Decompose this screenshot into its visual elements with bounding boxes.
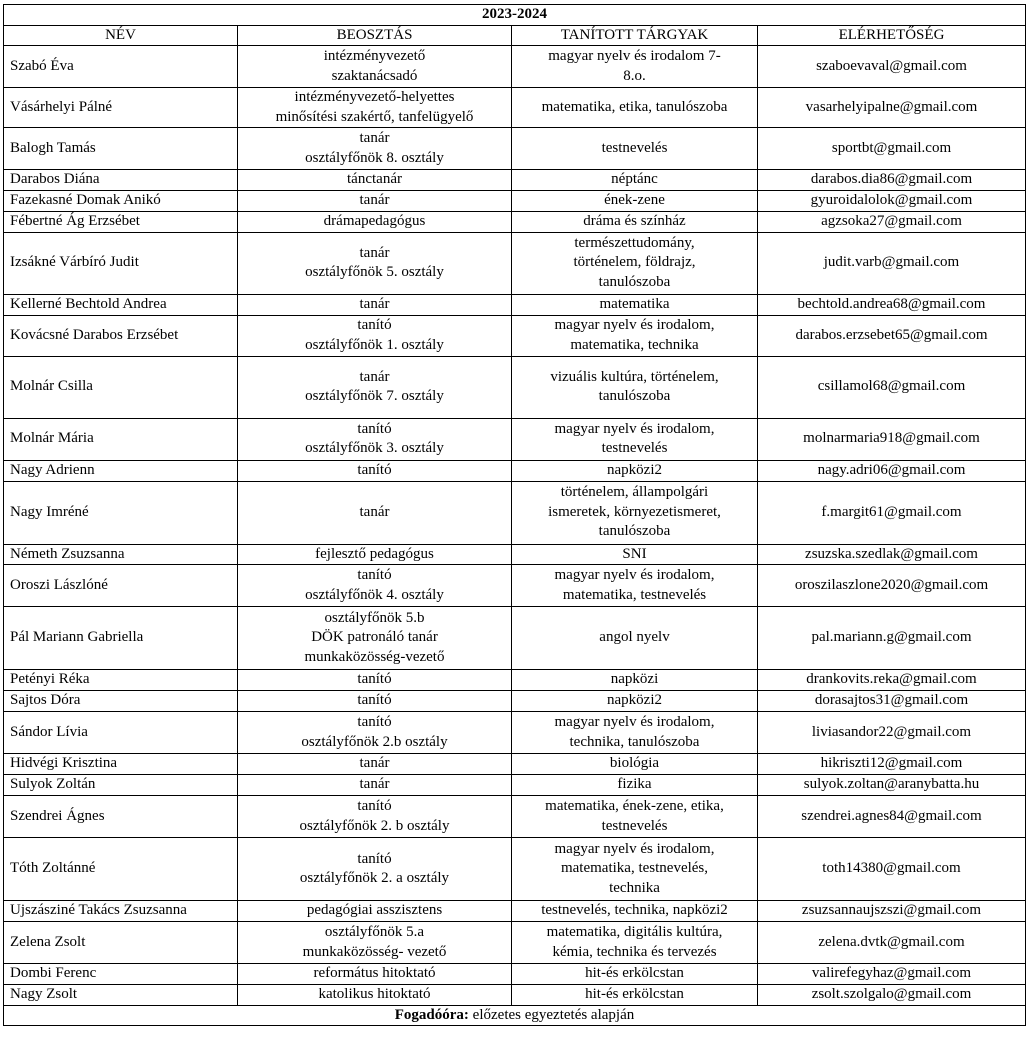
- staff-email: zsolt.szolgalo@gmail.com: [758, 985, 1026, 1006]
- staff-position-line: pedagógiai asszisztens: [306, 902, 443, 919]
- staff-email: hikriszti12@gmail.com: [758, 754, 1026, 775]
- staff-position-line: osztályfőnök 8. osztály: [305, 149, 444, 166]
- staff-subjects: [512, 691, 758, 712]
- table-row: [4, 544, 1026, 565]
- staff-position-line: tanító: [357, 714, 392, 730]
- staff-position: [238, 565, 512, 607]
- table-row: [4, 170, 1026, 191]
- staff-name: Darabos Diána: [4, 170, 238, 191]
- staff-subjects: [512, 211, 758, 232]
- staff-email: gyuroidalolok@gmail.com: [758, 190, 1026, 211]
- staff-name: Dombi Ferenc: [4, 964, 238, 985]
- staff-subjects: [512, 607, 758, 670]
- staff-position: [238, 796, 512, 838]
- staff-subjects-line: technika, tanulószoba: [569, 733, 700, 750]
- staff-name: Vásárhelyi Pálné: [4, 88, 238, 128]
- staff-subjects-line: dráma és színház: [583, 212, 686, 229]
- office-hours-label: Fogadóóra:: [394, 1006, 469, 1023]
- table-row: [4, 211, 1026, 232]
- staff-position: [238, 88, 512, 128]
- table-row: [4, 775, 1026, 796]
- staff-position-line: intézményvezető: [323, 48, 426, 64]
- staff-name: Ujszásziné Takács Zsuzsanna: [4, 901, 238, 922]
- header-row: [4, 25, 1026, 46]
- staff-position: [238, 901, 512, 922]
- staff-position: [238, 170, 512, 191]
- table-row: [4, 294, 1026, 315]
- staff-subjects-line: ének-zene: [604, 191, 665, 208]
- staff-name: Sajtos Dóra: [4, 691, 238, 712]
- staff-position-line: tanár: [359, 503, 390, 520]
- table-row: [4, 128, 1026, 170]
- staff-table: [3, 4, 1026, 1026]
- staff-position-line: minősítési szakértő, tanfelügyelő: [275, 108, 474, 125]
- staff-name: Zelena Zsolt: [4, 922, 238, 964]
- staff-name: Oroszi Lászlóné: [4, 565, 238, 607]
- staff-subjects-line: tanulószoba: [598, 523, 671, 540]
- staff-subjects-line: testnevelés: [601, 817, 668, 834]
- staff-subjects: [512, 232, 758, 294]
- staff-position-line: osztályfőnök 5.b: [324, 609, 425, 626]
- staff-subjects-line: magyar nyelv és irodalom,: [554, 714, 715, 730]
- staff-position-line: tanár: [359, 368, 390, 385]
- staff-subjects-line: hit-és erkölcstan: [585, 965, 684, 982]
- table-row: [4, 481, 1026, 544]
- staff-subjects-line: napközi2: [607, 692, 662, 709]
- table-row: [4, 838, 1026, 901]
- staff-subjects: [512, 901, 758, 922]
- staff-name: Fazekasné Domak Anikó: [4, 190, 238, 211]
- staff-subjects-line: matematika, digitális kultúra,: [546, 924, 723, 940]
- staff-position: [238, 985, 512, 1006]
- table-row: [4, 565, 1026, 607]
- staff-name: Molnár Mária: [4, 418, 238, 460]
- staff-subjects: [512, 294, 758, 315]
- staff-name: Németh Zsuzsanna: [4, 544, 238, 565]
- staff-subjects: [512, 170, 758, 191]
- staff-position-line: osztályfőnök 1. osztály: [305, 336, 444, 353]
- staff-subjects-line: matematika, etika, tanulószoba: [541, 98, 728, 115]
- staff-email: oroszilaszlone2020@gmail.com: [758, 565, 1026, 607]
- table-row: [4, 232, 1026, 294]
- staff-position: [238, 356, 512, 418]
- staff-position: [238, 315, 512, 356]
- table-row: [4, 670, 1026, 691]
- office-hours-text: előzetes egyeztetés alapján: [468, 1006, 635, 1023]
- table-row: [4, 922, 1026, 964]
- staff-position-line: tanító: [357, 317, 392, 333]
- staff-name: Sulyok Zoltán: [4, 775, 238, 796]
- staff-email: csillamol68@gmail.com: [758, 356, 1026, 418]
- staff-position: [238, 460, 512, 481]
- staff-position-line: tanító: [357, 850, 392, 867]
- header-subjects: TANÍTOTT TÁRGYAK: [512, 25, 758, 46]
- staff-email: drankovits.reka@gmail.com: [758, 670, 1026, 691]
- staff-subjects-line: ismeretek, környezetismeret,: [548, 503, 721, 520]
- staff-position: [238, 418, 512, 460]
- staff-position-line: drámapedagógus: [323, 212, 426, 229]
- staff-email: pal.mariann.g@gmail.com: [758, 607, 1026, 670]
- staff-subjects-line: matematika, ének-zene, etika,: [545, 798, 724, 814]
- staff-subjects-line: biológia: [609, 755, 660, 772]
- staff-name: Szendrei Ágnes: [4, 796, 238, 838]
- staff-subjects-line: napközi: [610, 671, 659, 688]
- table-row: [4, 460, 1026, 481]
- staff-position-line: fejlesztő pedagógus: [315, 545, 434, 562]
- staff-email: szaboevaval@gmail.com: [758, 46, 1026, 88]
- staff-position-line: osztályfőnök 4. osztály: [305, 586, 444, 603]
- staff-subjects-line: testnevelés: [601, 139, 668, 156]
- staff-position: [238, 211, 512, 232]
- staff-subjects: [512, 670, 758, 691]
- staff-name: Nagy Adrienn: [4, 460, 238, 481]
- staff-position-line: osztályfőnök 2.b osztály: [301, 733, 448, 750]
- staff-position: [238, 691, 512, 712]
- staff-subjects: [512, 754, 758, 775]
- staff-position: [238, 481, 512, 544]
- staff-position: [238, 754, 512, 775]
- staff-name: Pál Mariann Gabriella: [4, 607, 238, 670]
- staff-position-line: tanító: [357, 461, 392, 478]
- staff-name: Molnár Csilla: [4, 356, 238, 418]
- staff-subjects-line: magyar nyelv és irodalom 7-: [548, 48, 721, 64]
- staff-position-line: munkaközösség-vezető: [304, 648, 445, 665]
- staff-position-line: tanár: [359, 755, 390, 772]
- staff-subjects-line: matematika, testnevelés: [562, 586, 707, 603]
- staff-position: [238, 712, 512, 754]
- staff-name: Nagy Imréné: [4, 481, 238, 544]
- table-row: [4, 712, 1026, 754]
- staff-email: liviasandor22@gmail.com: [758, 712, 1026, 754]
- staff-subjects-line: testnevelés: [601, 440, 668, 456]
- table-row: [4, 418, 1026, 460]
- header-position: BEOSZTÁS: [238, 25, 512, 46]
- staff-position-line: osztályfőnök 5. osztály: [305, 264, 444, 280]
- staff-position-line: szaktanácsadó: [331, 67, 418, 84]
- staff-name: Petényi Réka: [4, 670, 238, 691]
- staff-subjects: [512, 565, 758, 607]
- staff-email: bechtold.andrea68@gmail.com: [758, 294, 1026, 315]
- staff-subjects: [512, 88, 758, 128]
- staff-email: vasarhelyipalne@gmail.com: [758, 88, 1026, 128]
- staff-subjects-line: 8.o.: [623, 67, 646, 84]
- staff-email: sportbt@gmail.com: [758, 128, 1026, 170]
- staff-email: nagy.adri06@gmail.com: [758, 460, 1026, 481]
- staff-name: Sándor Lívia: [4, 712, 238, 754]
- staff-subjects: [512, 712, 758, 754]
- staff-email: szendrei.agnes84@gmail.com: [758, 796, 1026, 838]
- staff-position-line: tanár: [359, 191, 390, 208]
- staff-position-line: tanító: [357, 798, 392, 814]
- staff-email: darabos.erzsebet65@gmail.com: [758, 315, 1026, 356]
- staff-subjects-line: matematika, testnevelés,: [560, 860, 709, 877]
- staff-subjects-line: hit-és erkölcstan: [585, 986, 684, 1002]
- staff-subjects: [512, 315, 758, 356]
- staff-subjects-line: természettudomány,: [574, 234, 695, 251]
- staff-email: f.margit61@gmail.com: [758, 481, 1026, 544]
- staff-subjects: [512, 796, 758, 838]
- staff-position: [238, 128, 512, 170]
- table-row: [4, 356, 1026, 418]
- staff-subjects-line: történelem, állampolgári: [560, 484, 709, 501]
- staff-subjects: [512, 128, 758, 170]
- table-row: [4, 796, 1026, 838]
- staff-subjects: [512, 356, 758, 418]
- staff-position: [238, 670, 512, 691]
- header-name: NÉV: [4, 25, 238, 46]
- table-row: [4, 985, 1026, 1006]
- staff-position-line: református hitoktató: [313, 965, 436, 982]
- staff-subjects-line: testnevelés, technika, napközi2: [541, 902, 728, 919]
- staff-name: Izsákné Várbíró Judit: [4, 232, 238, 294]
- staff-position: [238, 607, 512, 670]
- table-row: [4, 315, 1026, 356]
- staff-name: Kellerné Bechtold Andrea: [4, 294, 238, 315]
- staff-subjects: [512, 922, 758, 964]
- office-hours-note: [4, 1005, 1026, 1026]
- staff-position-line: katolikus hitoktató: [318, 986, 431, 1002]
- staff-subjects-line: matematika: [599, 295, 670, 312]
- staff-position-line: tanár: [359, 776, 390, 793]
- staff-subjects-line: tanulószoba: [598, 388, 671, 404]
- staff-email: valirefegyhaz@gmail.com: [758, 964, 1026, 985]
- staff-email: molnarmaria918@gmail.com: [758, 418, 1026, 460]
- staff-position-line: munkaközösség- vezető: [302, 943, 447, 960]
- staff-email: dorasajtos31@gmail.com: [758, 691, 1026, 712]
- staff-position-line: osztályfőnök 2. a osztály: [299, 870, 450, 886]
- staff-subjects-line: néptánc: [611, 171, 658, 187]
- staff-position: [238, 775, 512, 796]
- staff-subjects: [512, 190, 758, 211]
- staff-subjects: [512, 481, 758, 544]
- staff-position-line: tanító: [357, 567, 392, 583]
- table-row: [4, 691, 1026, 712]
- table-row: [4, 88, 1026, 128]
- staff-subjects-line: napközi2: [607, 461, 662, 478]
- staff-email: zsuzsannaujszszi@gmail.com: [758, 901, 1026, 922]
- staff-subjects-line: kémia, technika és tervezés: [552, 943, 717, 960]
- staff-name: Tóth Zoltánné: [4, 838, 238, 901]
- staff-name: Nagy Zsolt: [4, 985, 238, 1006]
- staff-subjects: [512, 985, 758, 1006]
- staff-subjects: [512, 775, 758, 796]
- staff-position-line: tanító: [357, 420, 392, 437]
- staff-subjects: [512, 46, 758, 88]
- staff-position: [238, 964, 512, 985]
- staff-subjects-line: magyar nyelv és irodalom,: [554, 317, 715, 333]
- staff-subjects-line: technika: [609, 879, 660, 896]
- staff-name: Kovácsné Darabos Erzsébet: [4, 315, 238, 356]
- staff-position-line: tánctanár: [347, 171, 402, 187]
- staff-position-line: tanító: [357, 692, 392, 709]
- staff-subjects: [512, 418, 758, 460]
- staff-position-line: tanító: [357, 671, 392, 688]
- staff-email: darabos.dia86@gmail.com: [758, 170, 1026, 191]
- staff-name: Balogh Tamás: [4, 128, 238, 170]
- staff-position-line: osztályfőnök 5.a: [324, 924, 425, 940]
- staff-position-line: tanár: [359, 244, 390, 261]
- staff-subjects: [512, 544, 758, 565]
- staff-subjects: [512, 838, 758, 901]
- staff-subjects-line: matematika, technika: [570, 336, 699, 353]
- staff-subjects: [512, 964, 758, 985]
- staff-name: Szabó Éva: [4, 46, 238, 88]
- staff-position-line: tanár: [359, 295, 390, 312]
- staff-position: [238, 838, 512, 901]
- staff-subjects-line: magyar nyelv és irodalom,: [554, 420, 715, 437]
- staff-subjects-line: magyar nyelv és irodalom,: [554, 840, 715, 857]
- staff-subjects-line: fizika: [617, 776, 652, 793]
- staff-position-line: DÖK patronáló tanár: [311, 629, 438, 646]
- staff-position-line: osztályfőnök 2. b osztály: [299, 817, 450, 834]
- school-year-title: 2023-2024: [4, 5, 1026, 26]
- staff-position: [238, 922, 512, 964]
- staff-name: Fébertné Ág Erzsébet: [4, 211, 238, 232]
- staff-subjects: [512, 460, 758, 481]
- staff-name: Hidvégi Krisztina: [4, 754, 238, 775]
- staff-position: [238, 544, 512, 565]
- staff-position: [238, 232, 512, 294]
- table-body: [4, 46, 1026, 1006]
- table-row: [4, 190, 1026, 211]
- staff-position: [238, 294, 512, 315]
- staff-position-line: intézményvezető-helyettes: [294, 89, 455, 105]
- staff-subjects-line: vizuális kultúra, történelem,: [550, 368, 719, 385]
- staff-subjects-line: magyar nyelv és irodalom,: [554, 567, 715, 583]
- staff-subjects-line: tanulószoba: [598, 273, 671, 290]
- staff-subjects-line: történelem, földrajz,: [573, 254, 696, 271]
- staff-email: zsuzska.szedlak@gmail.com: [758, 544, 1026, 565]
- staff-subjects-line: SNI: [622, 545, 647, 562]
- staff-email: agzsoka27@gmail.com: [758, 211, 1026, 232]
- staff-position: [238, 46, 512, 88]
- staff-subjects-line: angol nyelv: [599, 629, 670, 646]
- staff-position-line: osztályfőnök 7. osztály: [305, 388, 444, 404]
- table-row: [4, 46, 1026, 88]
- table-row: [4, 901, 1026, 922]
- staff-email: zelena.dvtk@gmail.com: [758, 922, 1026, 964]
- staff-position-line: osztályfőnök 3. osztály: [305, 440, 444, 456]
- staff-position: [238, 190, 512, 211]
- table-row: [4, 754, 1026, 775]
- staff-email: toth14380@gmail.com: [758, 838, 1026, 901]
- staff-position-line: tanár: [359, 130, 390, 146]
- staff-email: judit.varb@gmail.com: [758, 232, 1026, 294]
- table-row: [4, 607, 1026, 670]
- header-contact: ELÉRHETŐSÉG: [758, 25, 1026, 46]
- staff-email: sulyok.zoltan@aranybatta.hu: [758, 775, 1026, 796]
- table-row: [4, 964, 1026, 985]
